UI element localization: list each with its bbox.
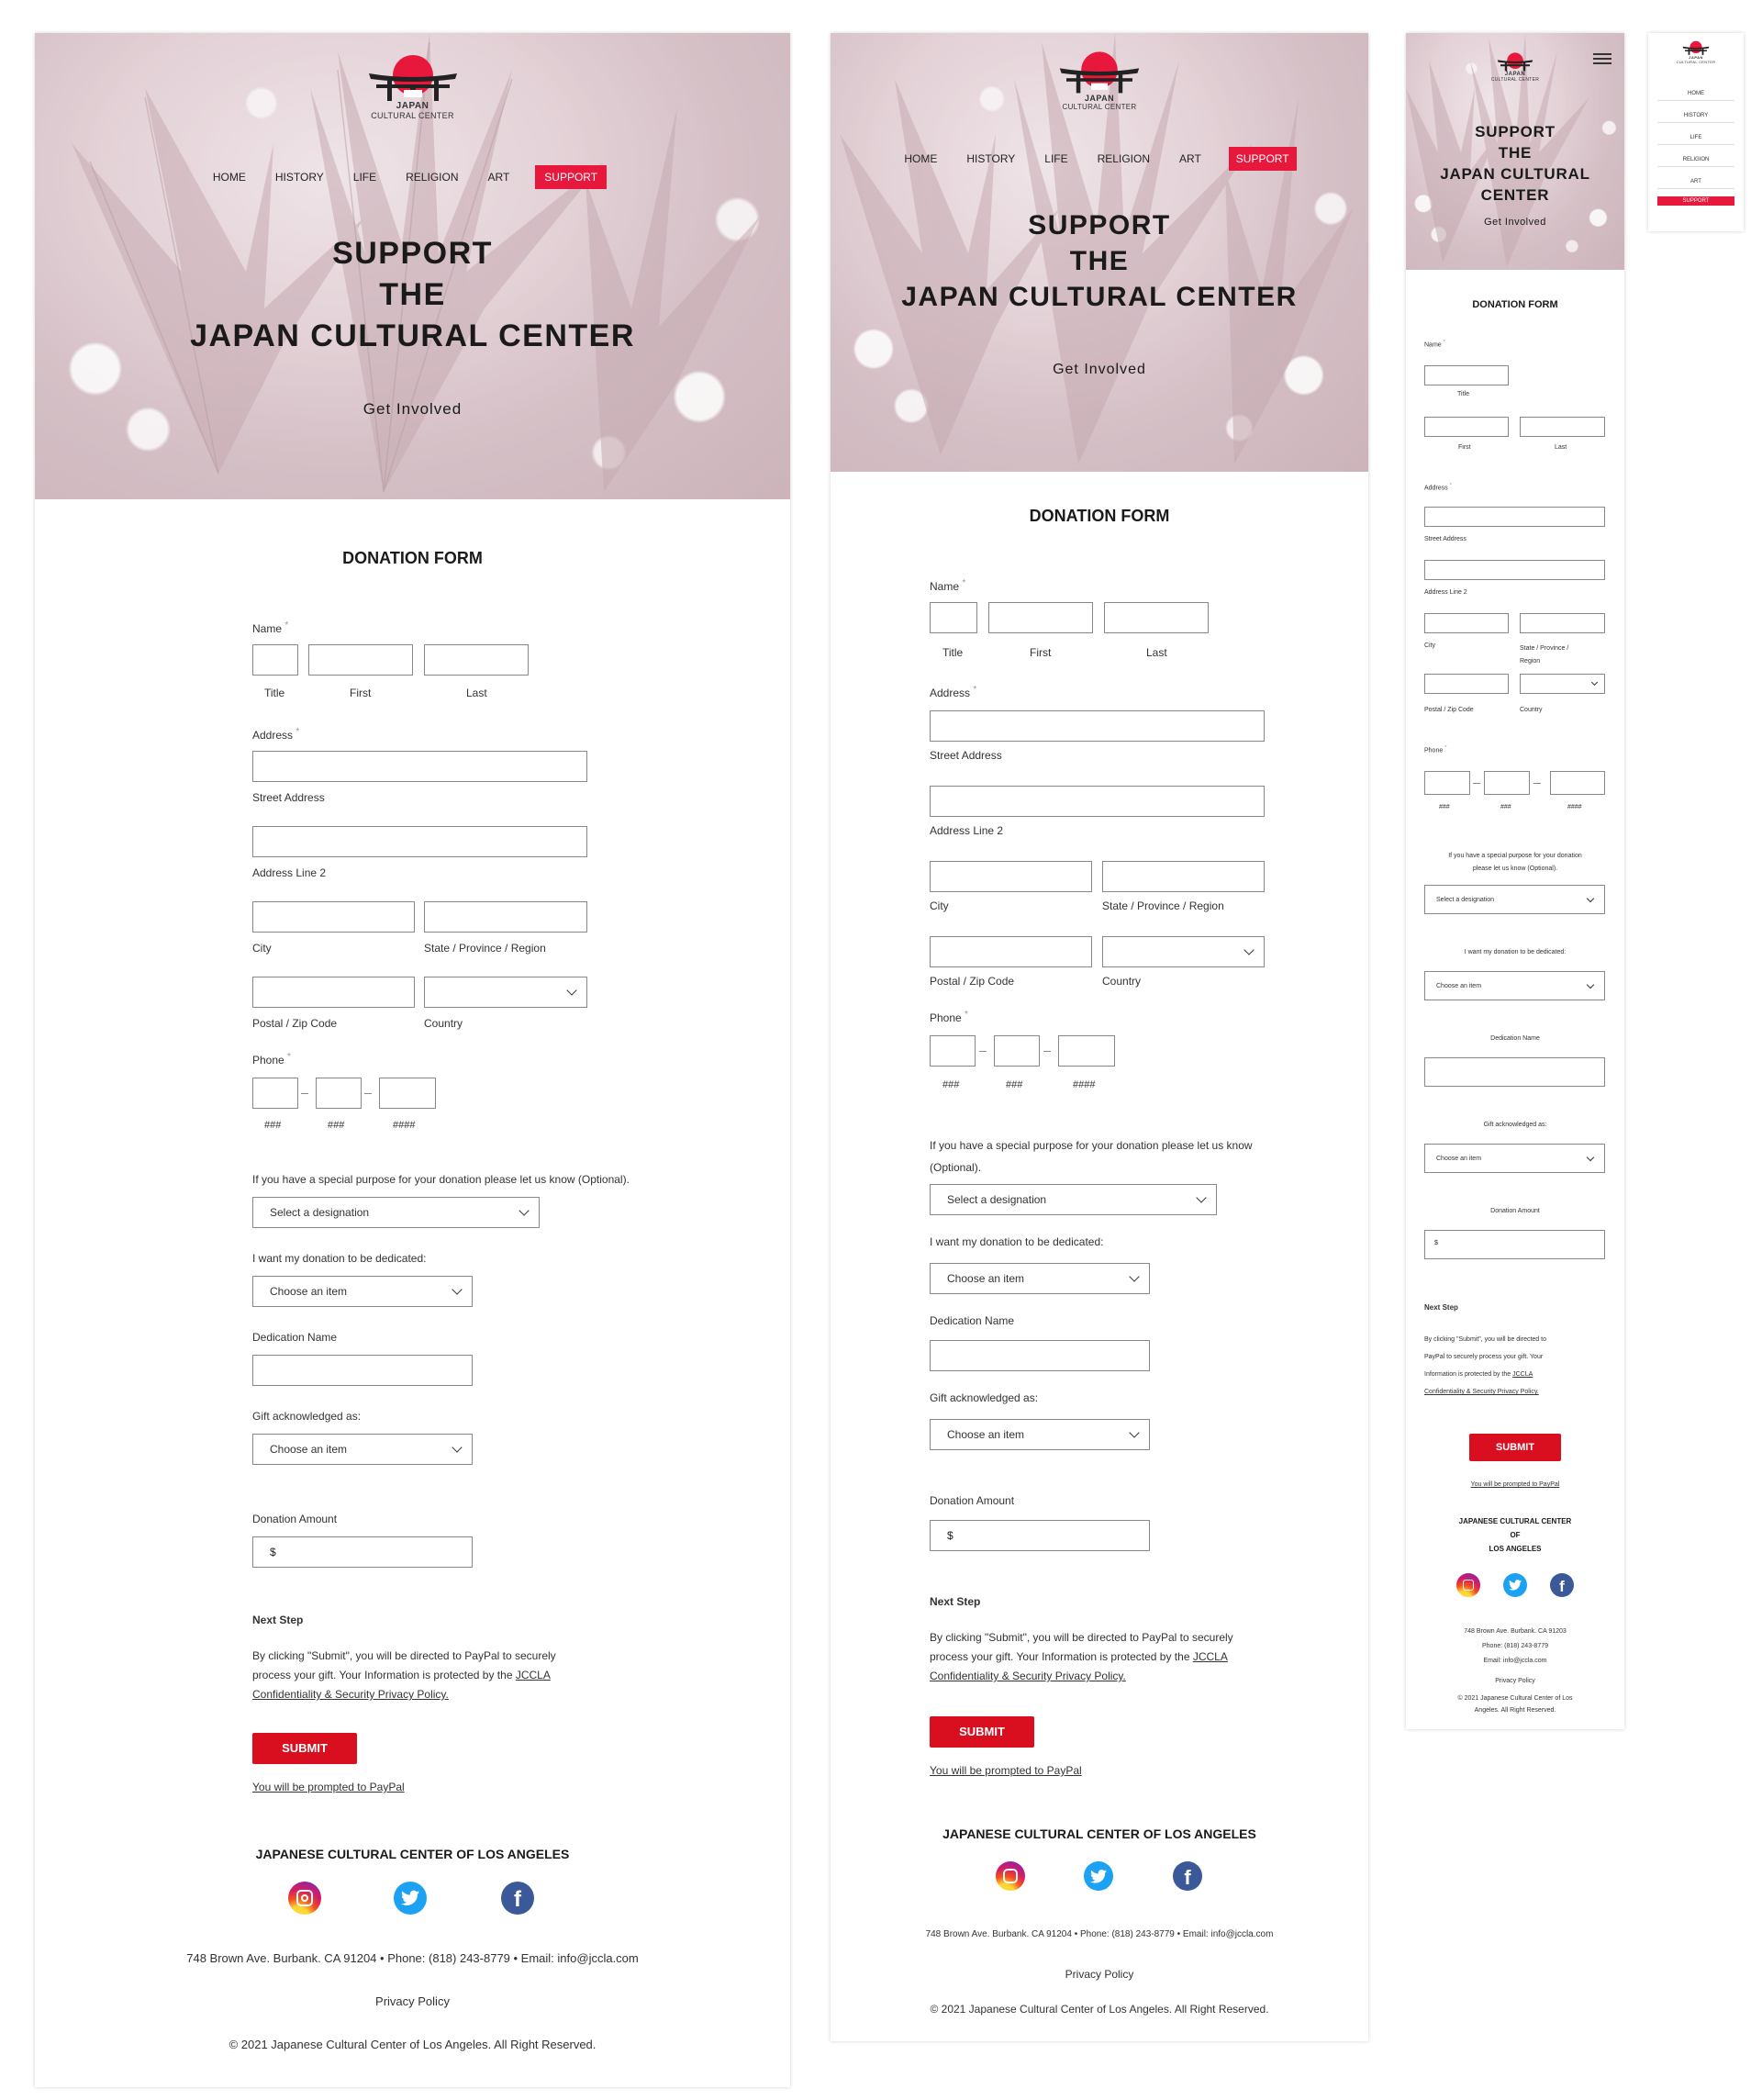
address-line2-sub: Address Line 2 [930, 824, 1004, 837]
dedicated-label: I want my donation to be dedicated: [252, 1252, 427, 1265]
dedicated-label: I want my donation to be dedicated: [930, 1235, 1104, 1248]
dedicated-select-value: Choose an item [947, 1272, 1025, 1285]
zip-sub: Postal / Zip Code [1424, 707, 1474, 713]
name-first-input[interactable] [308, 644, 413, 676]
hero-title [35, 233, 790, 357]
designation-select[interactable] [1424, 885, 1605, 914]
phone-sub-2: ### [1500, 804, 1511, 810]
hero-banner [1406, 33, 1624, 270]
nav-home[interactable]: HOME [904, 152, 938, 165]
name-label-text: Name [930, 580, 960, 593]
nav-home[interactable]: HOME [212, 171, 246, 184]
footer-copyright-line-1: © 2021 Japanese Cultural Center of Los [1457, 1695, 1573, 1702]
dedication-name-label: Dedication Name [930, 1314, 1015, 1327]
state-input[interactable] [1520, 613, 1605, 633]
name-title-sub: Title [942, 646, 964, 659]
chevron-down-icon [519, 1205, 529, 1215]
zip-input[interactable] [1424, 674, 1509, 694]
dedicated-select-value: Choose an item [1436, 982, 1482, 989]
required-mark: * [1444, 745, 1447, 751]
hero-subtitle: Get Involved [1053, 362, 1146, 377]
twitter-icon[interactable] [1084, 1861, 1113, 1891]
dedicated-select[interactable] [930, 1263, 1150, 1294]
consent-line-2-text: process your gift. Your Information is protected by the [930, 1650, 1193, 1663]
tablet-mockup [831, 33, 1368, 2041]
submit-button[interactable]: SUBMIT [930, 1716, 1034, 1748]
state-input[interactable] [1102, 861, 1265, 892]
nav-history[interactable]: HISTORY [966, 152, 1016, 165]
footer-org-line-2: OF [1510, 1531, 1521, 1539]
phone-dash [301, 1093, 308, 1094]
name-last-input[interactable] [1104, 602, 1209, 633]
name-label [252, 620, 288, 635]
facebook-icon[interactable] [1173, 1861, 1202, 1891]
required-mark: * [965, 1010, 968, 1020]
amount-label: Donation Amount [252, 1513, 338, 1525]
amount-input[interactable] [1424, 1230, 1605, 1259]
site-logo[interactable] [1035, 50, 1164, 111]
hero-title [1406, 121, 1624, 206]
required-mark: * [962, 578, 966, 588]
site-logo[interactable] [340, 53, 486, 120]
country-select[interactable] [1102, 936, 1265, 967]
next-step-heading: Next Step [252, 1614, 304, 1626]
hero-title-line-4: CENTER [1480, 186, 1550, 204]
nav-life[interactable]: LIFE [1044, 152, 1068, 165]
purpose-line-1: If you have a special purpose for your donation [1448, 853, 1582, 859]
country-sub: Country [424, 1017, 463, 1030]
amount-prefix: $ [270, 1546, 276, 1558]
name-title-sub: Title [1457, 391, 1469, 397]
phone-label [930, 1010, 968, 1024]
address-label-text: Address [930, 687, 971, 699]
next-step-heading: Next Step [930, 1595, 981, 1608]
name-first-sub: First [1030, 646, 1052, 659]
privacy-link[interactable]: JCCLA [1512, 1371, 1533, 1378]
name-first-input[interactable] [1424, 417, 1509, 437]
amount-label: Donation Amount [1490, 1208, 1540, 1214]
gift-select[interactable] [1424, 1144, 1605, 1173]
name-title-sub: Title [264, 687, 285, 699]
address-line2-input[interactable] [252, 826, 587, 857]
phone-area-input[interactable] [252, 1078, 298, 1109]
footer-org-name: JAPANESE CULTURAL CENTER OF LOS ANGELES [255, 1847, 570, 1861]
logo-line-1: JAPAN [1084, 94, 1115, 103]
city-sub: City [1424, 642, 1436, 649]
phone-dash [1473, 783, 1480, 784]
required-mark: * [284, 620, 289, 631]
chevron-down-icon [1243, 944, 1254, 955]
privacy-link-2[interactable]: Confidentiality & Security Privacy Policy. [252, 1688, 449, 1701]
hero-title-line-2: THE [379, 277, 446, 312]
form-title: DONATION FORM [342, 549, 483, 567]
consent-line-3 [1424, 1366, 1546, 1383]
phone-area-input[interactable] [1424, 771, 1470, 795]
menu-item-history[interactable]: HISTORY [1657, 108, 1734, 123]
chevron-down-icon [1129, 1271, 1139, 1281]
name-label-text: Name [1424, 341, 1442, 349]
city-sub: City [930, 899, 949, 912]
name-last-input[interactable] [1520, 417, 1605, 437]
torii-sun-icon [1058, 50, 1141, 94]
city-input[interactable] [1424, 613, 1509, 633]
designation-select-value: Select a designation [1436, 896, 1495, 903]
zip-sub: Postal / Zip Code [252, 1017, 338, 1030]
zip-input[interactable] [930, 936, 1092, 967]
address-line2-input[interactable] [930, 786, 1265, 817]
mobile-mockup [1406, 33, 1624, 1729]
address-label [1424, 483, 1452, 491]
zip-input[interactable] [252, 977, 415, 1008]
city-input[interactable] [252, 901, 415, 933]
chevron-down-icon [1591, 679, 1598, 686]
footer-org-line-3: LOS ANGELES [1489, 1545, 1542, 1553]
hamburger-bar [1593, 58, 1611, 60]
phone-sub-1: ### [942, 1079, 960, 1090]
city-input[interactable] [930, 861, 1092, 892]
logo-line-2: CULTURAL CENTER [371, 111, 454, 120]
dedication-name-input[interactable] [1424, 1057, 1605, 1087]
country-sub: Country [1520, 707, 1543, 713]
hero-title-line-1: SUPPORT [1028, 210, 1171, 240]
instagram-icon[interactable] [288, 1882, 321, 1915]
hamburger-bar [1593, 62, 1611, 64]
purpose-label: If you have a special purpose for your donation please let us know (Optional). [252, 1173, 630, 1186]
paypal-note[interactable]: You will be prompted to PayPal [252, 1781, 405, 1793]
amount-label: Donation Amount [930, 1494, 1015, 1507]
nav-support[interactable]: SUPPORT [1229, 147, 1297, 171]
phone-sub-1: ### [264, 1120, 282, 1131]
chevron-down-icon [1587, 894, 1594, 901]
purpose-line-2: please let us know (Optional). [1472, 866, 1558, 872]
street-address-input[interactable] [252, 751, 587, 782]
nav-religion[interactable]: RELIGION [406, 171, 459, 184]
required-mark: * [1449, 483, 1452, 488]
phone-dash [1043, 1051, 1051, 1052]
hero-title-line-3: JAPAN CULTURAL [1440, 165, 1590, 183]
consent-text [1424, 1331, 1546, 1401]
chevron-down-icon [1196, 1192, 1206, 1202]
next-step-heading: Next Step [1424, 1303, 1458, 1312]
desktop-mockup [35, 33, 790, 2087]
name-last-sub: Last [1555, 444, 1567, 451]
phone-label-text: Phone [1424, 747, 1444, 754]
name-last-sub: Last [1146, 646, 1167, 659]
instagram-glyph [296, 1890, 313, 1906]
instagram-icon[interactable] [1456, 1573, 1480, 1597]
chevron-down-icon [1587, 980, 1594, 988]
state-sub-line-2: Region [1520, 658, 1541, 665]
required-mark: * [296, 727, 300, 737]
required-mark: * [1443, 340, 1445, 345]
phone-label-text: Phone [930, 1011, 962, 1024]
submit-button[interactable]: SUBMIT [1469, 1434, 1561, 1461]
footer-copyright: © 2021 Japanese Cultural Center of Los Angeles. All Right Reserved. [229, 2038, 597, 2051]
dedication-name-label: Dedication Name [1490, 1035, 1540, 1042]
designation-select-value: Select a designation [947, 1193, 1047, 1206]
footer-copyright: © 2021 Japanese Cultural Center of Los Angeles. All Right Reserved. [930, 2003, 1269, 2016]
instagram-lens [301, 1894, 308, 1902]
name-first-sub: First [350, 687, 372, 699]
phone-sub-3: #### [393, 1120, 416, 1131]
hamburger-menu-icon[interactable] [1593, 53, 1611, 67]
hero-banner [35, 33, 790, 499]
phone-line-input[interactable] [379, 1078, 436, 1109]
paypal-note[interactable]: You will be prompted to PayPal [930, 1764, 1082, 1777]
designation-select[interactable] [252, 1197, 540, 1228]
logo-line-1: JAPAN [1504, 72, 1526, 77]
torii-sun-icon [1682, 40, 1710, 55]
chevron-down-icon [1587, 1153, 1594, 1160]
footer-privacy-link[interactable]: Privacy Policy [1065, 1968, 1134, 1981]
consent-line-3-text: Information is protected by the [1424, 1371, 1513, 1378]
logo-line-2: CULTURAL CENTER [1490, 77, 1540, 83]
consent-line-2 [930, 1648, 1233, 1667]
submit-button[interactable]: SUBMIT [252, 1733, 357, 1764]
name-title-input[interactable] [252, 644, 298, 676]
gift-select-value: Choose an item [270, 1443, 348, 1456]
torii-sun-icon [367, 53, 459, 101]
phone-dash [1533, 783, 1541, 784]
twitter-bird [1509, 1580, 1522, 1591]
nav-life[interactable]: LIFE [352, 171, 377, 184]
purpose-line-2: (Optional). [930, 1161, 982, 1174]
name-label [1424, 340, 1445, 348]
hero-title [831, 207, 1368, 315]
address-label [252, 727, 299, 742]
phone-prefix-input[interactable] [994, 1035, 1040, 1067]
phone-label [252, 1052, 291, 1067]
city-sub: City [252, 942, 272, 955]
footer-phone: Phone: (818) 243-8779 [1482, 1643, 1548, 1649]
twitter-bird [1090, 1870, 1107, 1883]
hero-title-line-1: SUPPORT [332, 236, 493, 271]
footer-copyright-line-2: Angeles. All Right Reserved. [1474, 1707, 1556, 1714]
street-address-input[interactable] [930, 710, 1265, 742]
gift-label: Gift acknowledged as: [252, 1410, 362, 1423]
logo-line-2: CULTURAL CENTER [1676, 60, 1716, 64]
phone-sub-3: #### [1073, 1079, 1096, 1090]
site-logo[interactable] [1478, 51, 1552, 83]
hero-title-line-2: THE [1498, 144, 1533, 162]
site-logo[interactable] [1668, 40, 1723, 64]
gift-select-value: Choose an item [947, 1428, 1025, 1441]
consent-line-1: By clicking "Submit", you will be directed to PayPal to securely [930, 1631, 1233, 1644]
consent-line-1: By clicking "Submit", you will be directed to PayPal to securely [252, 1649, 556, 1662]
twitter-icon[interactable] [1503, 1573, 1527, 1597]
hero-title-line-1: SUPPORT [1475, 123, 1556, 140]
amount-prefix: $ [947, 1529, 953, 1542]
privacy-link[interactable]: JCCLA [1192, 1650, 1228, 1663]
instagram-icon[interactable] [996, 1861, 1025, 1891]
designation-select[interactable] [930, 1184, 1217, 1215]
paypal-note[interactable]: You will be prompted to PayPal [1470, 1481, 1560, 1488]
country-sub: Country [1102, 975, 1142, 988]
menu-item-religion[interactable]: RELIGION [1657, 152, 1734, 167]
zip-sub: Postal / Zip Code [930, 975, 1015, 988]
privacy-link[interactable]: JCCLA [515, 1669, 551, 1681]
name-title-input[interactable] [1424, 365, 1509, 385]
designation-select-value: Select a designation [270, 1206, 370, 1219]
dedication-name-input[interactable] [252, 1355, 473, 1386]
dedication-name-label: Dedication Name [252, 1331, 338, 1344]
phone-dash [364, 1093, 372, 1094]
twitter-icon[interactable] [394, 1882, 427, 1915]
twitter-bird [401, 1890, 419, 1906]
required-mark: * [973, 685, 977, 695]
facebook-glyph: f [1559, 1578, 1565, 1595]
phone-sub-1: ### [1439, 804, 1450, 810]
consent-text [930, 1628, 1233, 1686]
phone-label-text: Phone [252, 1054, 284, 1067]
phone-prefix-input[interactable] [316, 1078, 362, 1109]
facebook-icon[interactable] [1550, 1573, 1574, 1597]
address-label-text: Address [252, 729, 294, 742]
torii-sun-icon [1497, 51, 1533, 72]
consent-line-1: By clicking "Submit", you will be directed to [1424, 1336, 1546, 1343]
nav-religion[interactable]: RELIGION [1097, 152, 1150, 165]
consent-line-2: PayPal to securely process your gift. Your [1424, 1354, 1544, 1360]
street-address-sub: Street Address [930, 749, 1002, 762]
name-title-input[interactable] [930, 602, 977, 633]
logo-line-1: JAPAN [1689, 55, 1703, 60]
dedication-name-input[interactable] [930, 1340, 1150, 1371]
name-label [930, 578, 965, 593]
phone-sub-2: ### [328, 1120, 345, 1131]
footer-privacy-link[interactable]: Privacy Policy [1495, 1678, 1535, 1684]
gift-select[interactable] [252, 1434, 473, 1465]
dedicated-select[interactable] [252, 1276, 473, 1307]
purpose-label [930, 1134, 1253, 1178]
purpose-label [1406, 850, 1624, 876]
phone-line-input[interactable] [1550, 771, 1605, 795]
hero-title-line-3: JAPAN CULTURAL CENTER [901, 282, 1298, 312]
footer-contact: 748 Brown Ave. Burbank. CA 91204 • Phone: (818) 243-8779 • Email: info@jccla.com [925, 1929, 1274, 1939]
footer-org-line-1: JAPANESE CULTURAL CENTER [1458, 1517, 1572, 1525]
chevron-down-icon [452, 1284, 462, 1294]
footer-contact [1406, 1625, 1624, 1669]
footer-org-name [1406, 1514, 1624, 1556]
phone-sub-2: ### [1006, 1079, 1023, 1090]
main-nav [35, 165, 790, 189]
privacy-link-2[interactable]: Confidentiality & Security Privacy Policy. [930, 1670, 1126, 1682]
nav-history[interactable]: HISTORY [274, 171, 324, 184]
main-nav [831, 147, 1368, 171]
facebook-icon[interactable] [501, 1882, 534, 1915]
footer-copyright [1406, 1692, 1624, 1716]
gift-label: Gift acknowledged as: [1483, 1122, 1547, 1128]
address-line2-sub: Address Line 2 [1424, 589, 1467, 596]
menu-item-home[interactable]: HOME [1657, 86, 1734, 101]
name-label-text: Name [252, 622, 283, 635]
amount-prefix: $ [1434, 1240, 1438, 1246]
hero-title-line-3: JAPAN CULTURAL CENTER [190, 318, 635, 353]
amount-input[interactable] [930, 1520, 1150, 1551]
instagram-glyph [1463, 1580, 1474, 1591]
form-title: DONATION FORM [1029, 507, 1170, 525]
logo-line-1: JAPAN [396, 101, 429, 111]
instagram-glyph [1003, 1869, 1018, 1883]
menu-item-support[interactable]: SUPPORT [1657, 196, 1734, 206]
hero-subtitle: Get Involved [362, 400, 463, 418]
hero-title-line-2: THE [1069, 246, 1130, 276]
chevron-down-icon [566, 985, 576, 995]
footer-privacy-link[interactable]: Privacy Policy [375, 1994, 450, 2008]
country-select[interactable] [424, 977, 587, 1008]
phone-sub-3: #### [1567, 804, 1582, 810]
address-line2-input[interactable] [1424, 560, 1605, 580]
country-select[interactable] [1520, 674, 1605, 694]
phone-area-input[interactable] [930, 1035, 976, 1067]
dedicated-label: I want my donation to be dedicated: [1464, 949, 1567, 955]
address-line2-sub: Address Line 2 [252, 866, 327, 879]
consent-text [252, 1647, 556, 1704]
facebook-glyph: f [1184, 1866, 1191, 1889]
nav-art[interactable]: ART [1179, 152, 1201, 165]
state-sub: State / Province / Region [1102, 899, 1224, 912]
hero-banner [831, 33, 1368, 472]
gift-label: Gift acknowledged as: [930, 1391, 1039, 1404]
footer-email: Email: info@jccla.com [1483, 1658, 1547, 1664]
menu-item-art[interactable]: ART [1657, 174, 1734, 189]
name-last-input[interactable] [424, 644, 529, 676]
gift-select-value: Choose an item [1436, 1155, 1482, 1162]
address-label-text: Address [1424, 485, 1448, 492]
footer-address: 748 Brown Ave. Burbank. CA 91203 [1464, 1628, 1567, 1635]
gift-select[interactable] [930, 1419, 1150, 1450]
state-sub-line-1: State / Province / [1520, 645, 1569, 652]
consent-line-2-text: process your gift. Your Information is protected by the [252, 1669, 516, 1681]
street-address-sub: Street Address [1424, 536, 1466, 542]
street-address-sub: Street Address [252, 791, 325, 804]
dedicated-select[interactable] [1424, 971, 1605, 1000]
phone-prefix-input[interactable] [1484, 771, 1530, 795]
chevron-down-icon [452, 1442, 462, 1452]
nav-support[interactable]: SUPPORT [535, 165, 607, 189]
privacy-link-2[interactable]: Confidentiality & Security Privacy Policy. [1424, 1389, 1539, 1395]
street-address-input[interactable] [1424, 507, 1605, 527]
name-first-input[interactable] [988, 602, 1093, 633]
facebook-glyph: f [514, 1887, 521, 1912]
name-first-sub: First [1458, 444, 1471, 451]
chevron-down-icon [1129, 1427, 1139, 1437]
consent-line-2 [252, 1666, 556, 1685]
footer-org-name: JAPANESE CULTURAL CENTER OF LOS ANGELES [942, 1826, 1256, 1841]
phone-dash [979, 1051, 987, 1052]
hero-subtitle: Get Involved [1484, 217, 1546, 228]
name-last-sub: Last [466, 687, 487, 699]
nav-art[interactable]: ART [487, 171, 510, 184]
hamburger-bar [1593, 53, 1611, 55]
form-title: DONATION FORM [1472, 299, 1558, 310]
state-sub [1520, 642, 1568, 668]
footer-contact: 748 Brown Ave. Burbank. CA 91204 • Phone: (818) 243-8779 • Email: info@jccla.com [186, 1951, 639, 1965]
phone-line-input[interactable] [1058, 1035, 1115, 1067]
purpose-line-1: If you have a special purpose for your donation please let us know [930, 1139, 1253, 1152]
dedicated-select-value: Choose an item [270, 1285, 348, 1298]
required-mark: * [287, 1052, 291, 1062]
menu-item-life[interactable]: LIFE [1657, 130, 1734, 145]
mobile-menu-mockup [1648, 33, 1744, 231]
address-label [930, 685, 976, 699]
phone-label [1424, 745, 1446, 754]
state-sub: State / Province / Region [424, 942, 546, 955]
logo-line-2: CULTURAL CENTER [1062, 103, 1137, 111]
state-input[interactable] [424, 901, 587, 933]
amount-input[interactable] [252, 1536, 473, 1568]
